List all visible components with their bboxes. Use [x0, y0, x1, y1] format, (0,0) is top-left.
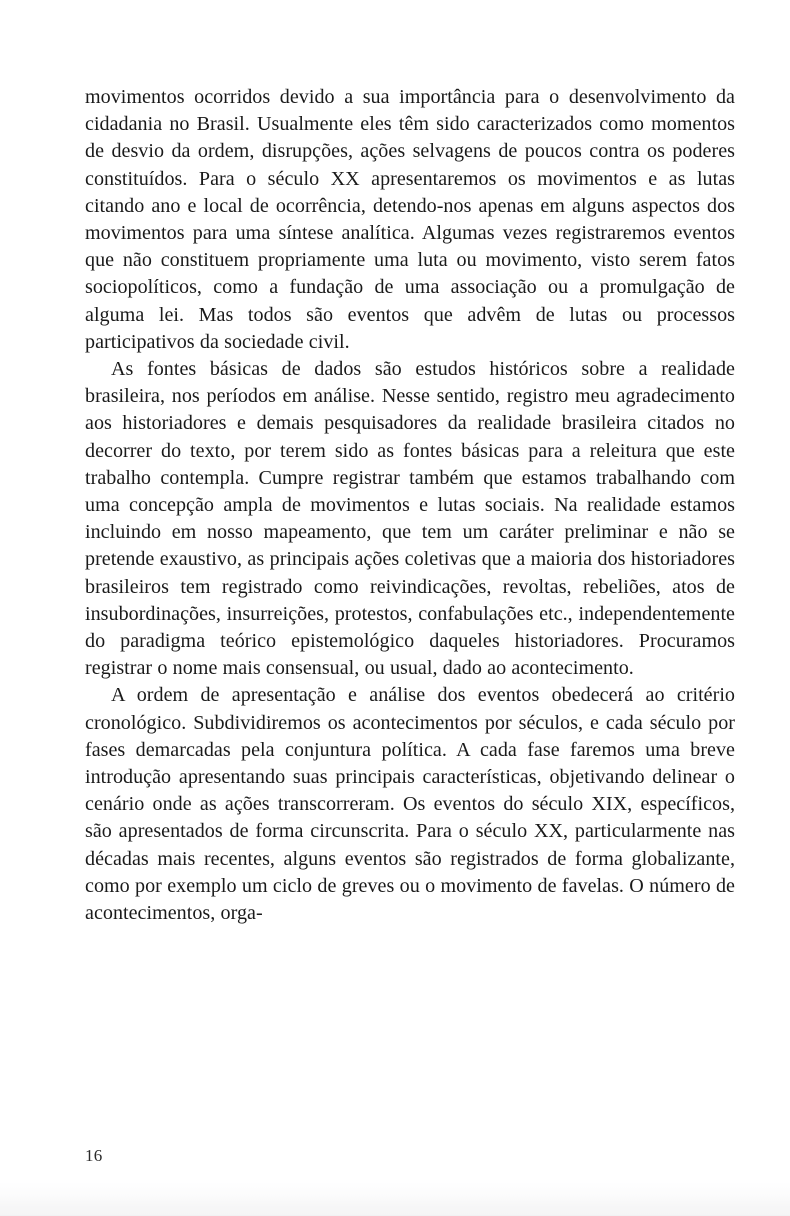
paragraph-continued: movimentos ocorridos devido a sua importância para o desenvolvimento da cidadania no Brasil. Usualmente eles têm sido caracterizados como momentos de desvio da ordem, disrupções, ações selvagens de poucos contra os poderes constituídos. Para o século XX apresentaremos os movimentos e as lutas citando ano e local de ocorrência, detendo-nos apenas em alguns aspectos dos movimentos para uma síntese analítica. Algumas vezes registraremos eventos que não constituem propriamente uma luta ou movimento, visto serem fatos sociopolíticos, como a fundação de uma associação ou a promulgação de alguma lei. Mas todos são eventos que advêm de lutas ou processos participativos da sociedade civil.	[85, 86, 735, 353]
page-number: 16	[85, 1146, 103, 1165]
page-text-block	[85, 84, 735, 927]
page-bottom-edge-shadow	[0, 1182, 790, 1216]
paragraph-ordem-apresentacao: A ordem de apresentação e análise dos eventos obedecerá ao critério cronológico. Subdividiremos os acontecimentos por séculos, e cada século por fases demarcadas pela conjuntura política. A cada fase faremos uma breve introdução apresentando suas principais características, objetivando delinear o cenário onde as ações transcorreram. Os eventos do século XIX, específicos, são apresentados de forma circunscrita. Para o século XX, particularmente nas décadas mais recentes, alguns eventos são registrados de forma globalizante, como por exemplo um ciclo de greves ou o movimento de favelas. O número de acontecimentos, orga-	[85, 684, 735, 925]
paragraph-fontes-basicas: As fontes básicas de dados são estudos históricos sobre a realidade brasileira, nos períodos em análise. Nesse sentido, registro meu agradecimento aos historiadores e demais pesquisadores da realidade brasileira citados no decorrer do texto, por terem sido as fontes básicas para a releitura que este trabalho contempla. Cumpre registrar também que estamos trabalhando com uma concepção ampla de movimentos e lutas sociais. Na realidade estamos incluindo em nosso mapeamento, que tem um caráter preliminar e não se pretende exaustivo, as principais ações coletivas que a maioria dos historiadores brasileiros tem registrado como reivindicações, revoltas, rebeliões, atos de insubordinações, insurreições, protestos, confabulações etc., independentemente do paradigma teórico epistemológico daqueles historiadores. Procuramos registrar o nome mais consensual, ou usual, dado ao acontecimento.	[85, 358, 735, 680]
